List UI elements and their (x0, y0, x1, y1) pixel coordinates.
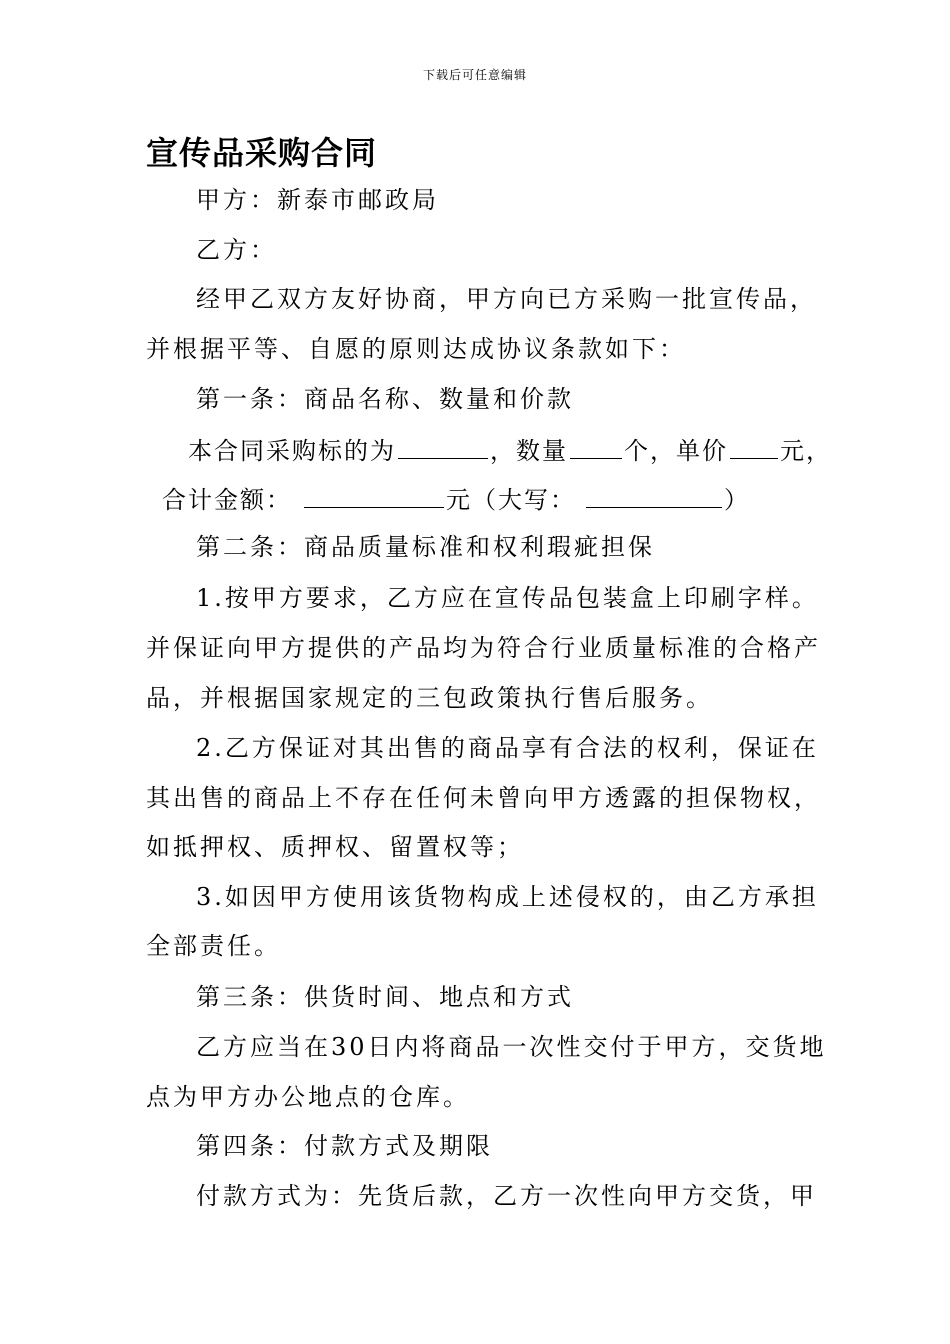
article-heading: 第二条：商品质量标准和权利瑕疵担保 (196, 533, 655, 561)
paragraph-line: 乙方应当在30日内将商品一次性交付于甲方，交货地 (196, 1033, 827, 1061)
paragraph-line: 2.乙方保证对其出售的商品享有合法的权利，保证在 (196, 734, 819, 762)
text-segment: 个，单价 (624, 437, 728, 465)
article-heading: 第三条：供货时间、地点和方式 (196, 983, 574, 1011)
party-b-line: 乙方： (196, 236, 277, 264)
paragraph-line: 3.如因甲方使用该货物构成上述侵权的，由乙方承担 (196, 883, 819, 911)
paragraph-line: 付款方式为：先货后款，乙方一次性向甲方交货，甲 (196, 1182, 817, 1210)
text-segment: ） (724, 486, 750, 514)
article1-total-line (162, 483, 750, 515)
paragraph-line: 全部责任。 (146, 932, 281, 960)
article1-quantity-line (188, 434, 832, 466)
paragraph-line: 如抵押权、质押权、留置权等； (146, 833, 524, 861)
intro-paragraph-line: 并根据平等、自愿的原则达成协议条款如下： (146, 335, 686, 363)
text-segment: 合计金额： (162, 486, 292, 514)
page-title: 宣传品采购合同 (146, 134, 378, 172)
article-heading: 第一条：商品名称、数量和价款 (196, 385, 574, 413)
text-segment: ，数量 (490, 437, 568, 465)
party-a-line: 甲方：新泰市邮政局 (196, 186, 439, 214)
text-segment: 本合同采购标的为 (188, 437, 396, 465)
paragraph-line: 1.按甲方要求，乙方应在宣传品包装盒上印刷字样。 (196, 584, 819, 612)
paragraph-line: 点为甲方办公地点的仓库。 (146, 1083, 470, 1111)
text-segment: 元（大写： (446, 486, 576, 514)
paragraph-line: 并保证向甲方提供的产品均为符合行业质量标准的合格产 (146, 634, 821, 662)
fill-in-blank-quantity[interactable] (570, 434, 622, 459)
fill-in-blank-total-uppercase[interactable] (586, 483, 722, 508)
page-header: 下载后可任意编辑 (422, 68, 527, 82)
intro-paragraph-line: 经甲乙双方友好协商，甲方向已方采购一批宣传品， (196, 285, 817, 313)
article-heading: 第四条：付款方式及期限 (196, 1132, 493, 1160)
paragraph-line: 其出售的商品上不存在任何未曾向甲方透露的担保物权， (146, 784, 821, 812)
fill-in-blank-total[interactable] (304, 483, 444, 508)
text-segment: 元， (780, 437, 832, 465)
paragraph-line: 品，并根据国家规定的三包政策执行售后服务。 (146, 684, 713, 712)
fill-in-blank-unit-price[interactable] (730, 434, 778, 459)
fill-in-blank-item[interactable] (398, 434, 488, 459)
